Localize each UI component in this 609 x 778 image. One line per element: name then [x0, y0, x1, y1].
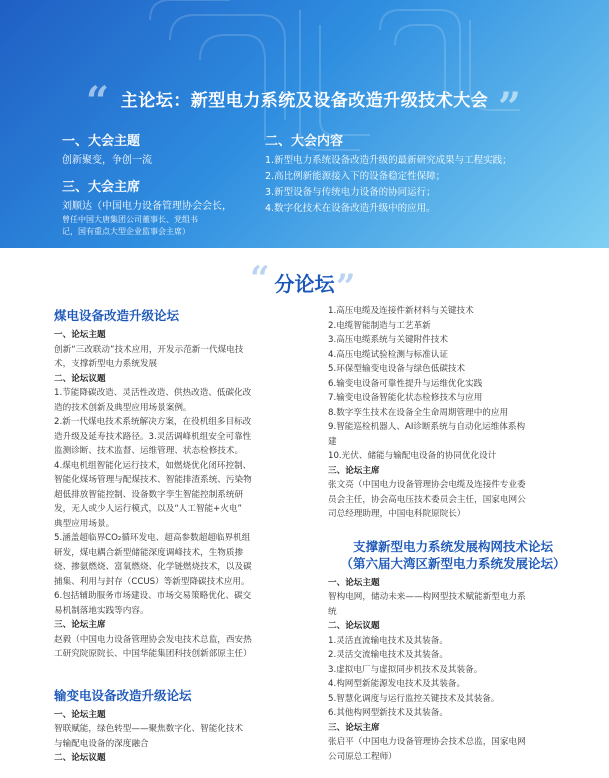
- trans-issue-line: 8.数字孪生技术在设备全生命周期管理中的应用: [328, 407, 509, 418]
- trans-chair-heading: 三、论坛主席: [328, 465, 380, 476]
- trans-issue-line: 建: [328, 436, 337, 447]
- trans-chair-line: 司总经理助理，中国电科院原院长）: [328, 509, 466, 519]
- trans-topic-line: 智联赋能，绿色转型——聚焦数字化、智能化技术: [54, 724, 244, 734]
- chair-desc-line: 曾任中国大唐集团公司董事长、党组书: [62, 215, 198, 224]
- coal-issue-line: 典型应用场景。: [54, 518, 115, 529]
- coal-issue-line: 智能化煤场管理与配煤技术、智能排渣系统、污染物: [54, 475, 252, 485]
- sub-forum-title: 分论坛: [274, 272, 335, 296]
- grid-topic-line: 统: [328, 606, 337, 617]
- theme-block: [62, 130, 252, 238]
- coal-issue-line: 5.涵盖超临界CO₂循环发电、超高参数超超临界机组: [54, 533, 251, 543]
- content-block: [265, 130, 585, 217]
- trans-issue-line: 6.输变电设备可靠性提升与运维优化实践: [328, 378, 483, 389]
- trans-issue-line: 1.高压电缆及连接件新材料与关键技术: [328, 306, 474, 316]
- coal-issue-line: 4.煤电机组智能化运行技术，如燃烧优化闭环控制、: [54, 460, 252, 471]
- grid-issue-line: 1.灵活直流输电技术及其装备。: [328, 635, 448, 646]
- content-item: 2.高比例新能源接入下的设备稳定性保障；: [265, 171, 446, 182]
- content-item: 1.新型电力系统设备改造升级的最新研究成果与工程实践；: [265, 155, 512, 166]
- trans-issue-line: 2.电缆智能制造与工艺革新: [328, 320, 431, 331]
- coal-issue-line: 发，无人或少人运行模式，以及“人工智能+火电”: [54, 504, 242, 514]
- coal-topic-heading: 一、论坛主题: [54, 330, 106, 340]
- grid-chair-line: 张启平（中国电力设备管理协会技术总监，国家电网: [328, 737, 526, 747]
- coal-issue-line: 造升级及延寿技术路径。3.灵活调峰机组安全可靠性: [54, 431, 252, 442]
- coal-chair-line: 赵毅（中国电力设备管理协会发电技术总监，西安热: [54, 634, 252, 645]
- content-item: 3.新型设备与传统电力设备的协同运行；: [265, 187, 436, 198]
- trans-issue-line: 5.环保型输变电设备与绿色低碳技术: [328, 364, 466, 374]
- right-column: [328, 304, 578, 764]
- left-column: [54, 302, 302, 766]
- theme-text: 创新聚变，争创一流: [62, 155, 152, 166]
- coal-issue-line: 捕集、利用与封存（CCUS）等新型降碳技术应用。: [54, 576, 250, 587]
- content-item: 4.数字化技术在设备改造升级中的应用。: [265, 203, 436, 214]
- grid-forum-subtitle: （第六届大湾区新型电力系统发展论坛）: [340, 555, 566, 571]
- grid-chair-heading: 三、论坛主席: [328, 722, 380, 733]
- grid-issue-line: 5.智慧化调度与运行监控关键技术及其装备。: [328, 693, 500, 704]
- grid-topic-line: 智构电网，储动未来——构网型技术赋能新型电力系: [328, 592, 526, 602]
- coal-chair-heading: 三、论坛主席: [54, 620, 106, 630]
- coal-issues-heading: 二、论坛议题: [54, 373, 106, 384]
- content-heading: 二、大会内容: [265, 134, 344, 149]
- trans-issue-line: 9.智能巡检机器人、AI诊断系统与自动化运维体系构: [328, 422, 526, 432]
- grid-issue-line: 4.构网型新能源发电技术及其装备。: [328, 679, 466, 689]
- trans-topic-heading: 一、论坛主题: [54, 709, 106, 720]
- trans-issue-line: 7.输变电设备智能化状态检修技术与应用: [328, 393, 483, 403]
- left-quote-mark: “: [86, 78, 110, 125]
- coal-issue-line: 1.节能降碳改造、灵活性改造、供热改造、低碳化改: [54, 388, 252, 398]
- theme-heading: 一、大会主题: [62, 134, 141, 149]
- coal-topic-line: 创新“三改联动”技术应用，开发示范新一代煤电技: [54, 344, 244, 355]
- chair-name: 刘顺达（中国电力设备管理协会会长，: [62, 201, 232, 212]
- grid-issue-line: 3.虚拟电厂与虚拟同步机技术及其装备。: [328, 664, 483, 675]
- coal-issue-line: 造的技术创新及典型应用场景案例。: [54, 402, 192, 413]
- coal-issue-line: 监测诊断、技术监督、运维管理、状态检修技术。: [54, 446, 244, 456]
- coal-topic-line: 术，支撑新型电力系统发展: [54, 359, 158, 369]
- grid-issue-line: 2.灵活交流输电技术及其装备。: [328, 650, 448, 660]
- header-banner: [0, 0, 609, 248]
- coal-issue-line: 烧、掺氨燃烧、富氧燃烧、化学链燃烧技术，以及碳: [54, 562, 252, 572]
- trans-forum-title: 输变电设备改造升级论坛: [54, 687, 192, 703]
- main-forum-title: 主论坛：新型电力系统及设备改造升级技术大会: [120, 91, 489, 111]
- chair-desc-line: 记，国有重点大型企业监事会主席）: [62, 227, 190, 236]
- chair-heading: 三、大会主席: [62, 180, 141, 195]
- grid-issue-line: 6.其他构网型新技术及其装备。: [328, 708, 448, 718]
- coal-issue-line: 2.新一代煤电技术系统解决方案，在役机组多目标改: [54, 417, 252, 427]
- trans-issue-line: 3.高压电缆系统与关键附件技术: [328, 335, 448, 345]
- trans-issues-heading: 二、论坛议题: [54, 753, 106, 763]
- coal-issue-line: 研发，煤电耦合新型储能深度调峰技术，生物质掺: [54, 547, 244, 558]
- coal-issue-line: 超低排放智能控制、设备数字孪生智能控制系统研: [54, 489, 244, 500]
- grid-forum-title: 支撑新型电力系统发展构网技术论坛: [352, 538, 553, 554]
- trans-chair-line: 员会主任，协会高电压技术委员会主任，国家电网公: [328, 494, 526, 505]
- grid-chair-line: 公司原总工程师）: [328, 751, 397, 762]
- coal-chair-line: 工研究院原院长、中国华能集团科技创新部原主任）: [54, 649, 252, 659]
- right-quote-mark: ”: [498, 84, 522, 131]
- sub-left-quote-mark: “: [250, 259, 270, 299]
- grid-issues-heading: 二、论坛议题: [328, 621, 380, 631]
- grid-topic-heading: 一、论坛主题: [328, 577, 380, 588]
- coal-forum-title: 煤电设备改造升级论坛: [54, 308, 180, 323]
- trans-chair-line: 张文亮（中国电力设备管理协会电缆及连接件专业委: [328, 480, 526, 490]
- trans-issue-line: 4.高压电缆试验检测与标准认证: [328, 349, 448, 360]
- trans-issue-line: 10.光伏、储能与输配电设备的协同优化设计: [328, 451, 497, 461]
- coal-issue-line: 6.包括辅助服务市场建设、市场交易策略优化、碳交: [54, 591, 252, 601]
- sub-right-quote-mark: ”: [336, 267, 356, 307]
- coal-issue-line: 易机制落地实践等内容。: [54, 605, 149, 616]
- trans-topic-line: 与输配电设备的深度融合: [54, 738, 149, 749]
